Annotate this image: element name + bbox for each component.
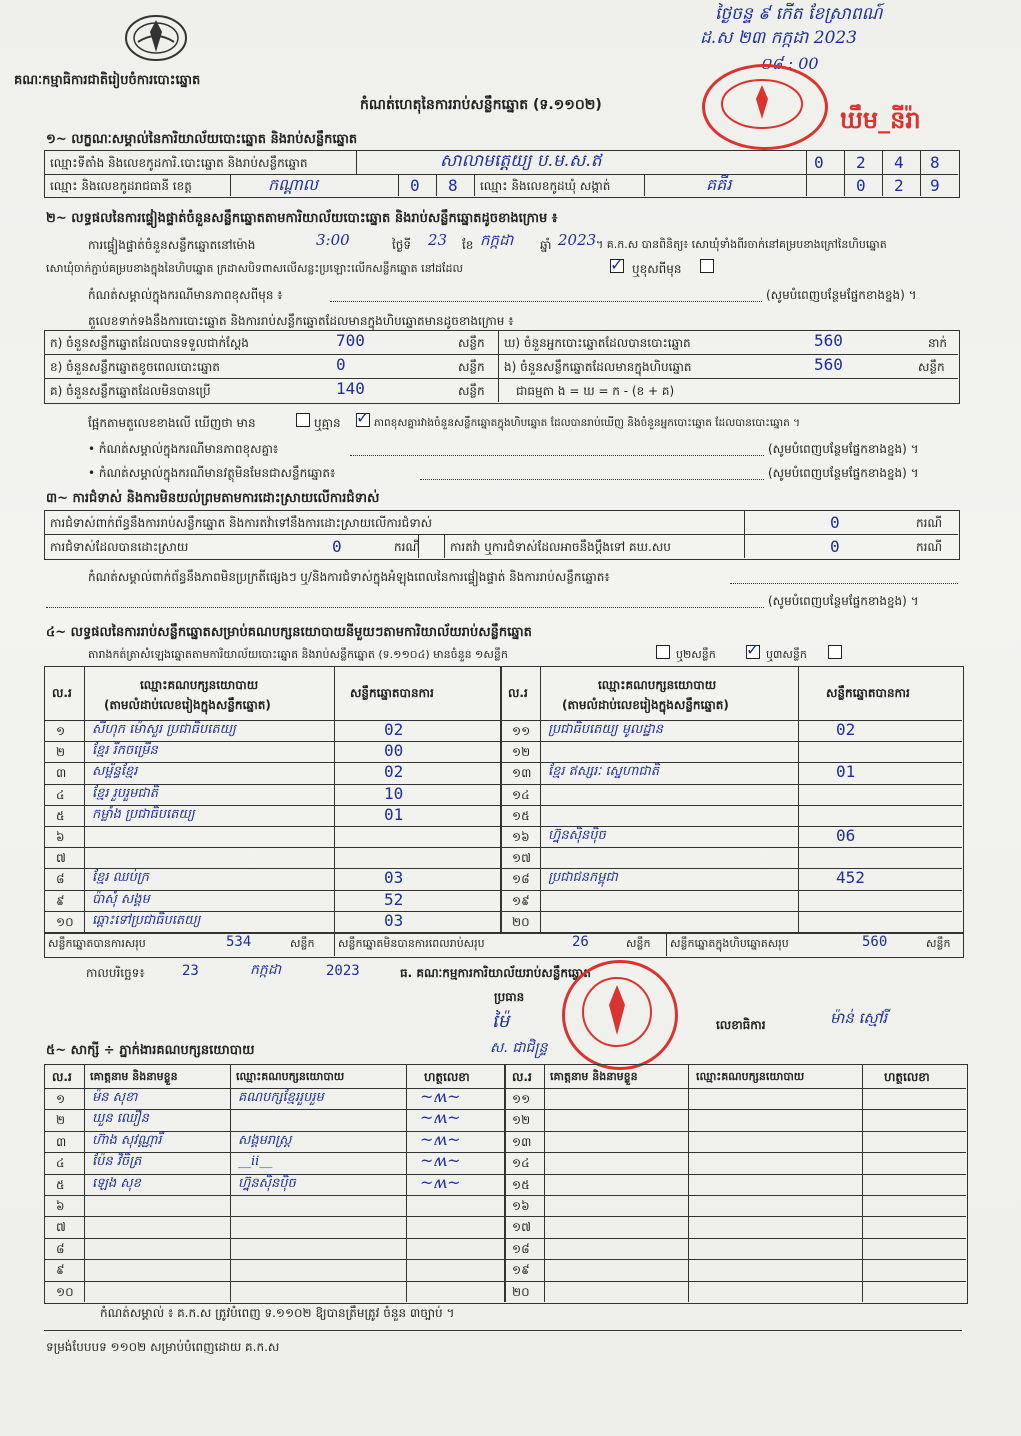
verify-day: 23 xyxy=(428,231,448,249)
witness-row-no-left: ៧ xyxy=(56,1220,66,1235)
secretary-label: លេខាធិការ xyxy=(716,1018,766,1032)
results-row-votes-right: 06 xyxy=(836,826,856,845)
voters-label: ឃ) ចំនួនអ្នកបោះឆ្នោតដែលបានបោះឆ្នោត xyxy=(504,336,691,350)
total-valid-label: សន្លឹកឆ្នោតបានការសរុប xyxy=(48,937,146,950)
results-row-votes-left: 02 xyxy=(384,720,404,739)
unused-label: គ) ចំនួនសន្លឹកឆ្នោតដែលមិនបានប្រើ xyxy=(50,384,211,398)
witness-row-name: ហ៊ាង សុវណ្ណារី xyxy=(92,1132,162,1148)
total-invalid-unit: សន្លឹក xyxy=(626,937,651,950)
witness-row-divider xyxy=(44,1195,966,1196)
witness-row-name: ឡេង សុខ xyxy=(92,1175,141,1191)
witness-row-no-right: ១៥ xyxy=(512,1177,530,1192)
two-sheets-tick-icon: ✓ xyxy=(746,640,760,659)
commune-code-1: 0 xyxy=(856,176,866,195)
three-sheets-label: ឬ៣សន្លឹក xyxy=(766,648,807,661)
total-invalid-value: 26 xyxy=(572,934,589,950)
no-discrepancy-tick-icon: ✓ xyxy=(356,408,370,427)
province-code-1: 0 xyxy=(410,176,420,195)
witness-row-no-left: ៤ xyxy=(56,1156,65,1171)
witness-col-sign-left: ហត្ថលេខា xyxy=(424,1070,470,1084)
has-discrepancy-checkbox[interactable] xyxy=(296,413,310,427)
discrepancy-text-a: ផ្អែកតាមតួលេខខាងលើ ឃើញថា មាន xyxy=(88,416,256,430)
spoiled-label: ខ) ចំនួនសន្លឹកឆ្នោតខូចពេលបោះឆ្នោត xyxy=(50,360,220,374)
figures-intro: តួលេខទាក់ទងនឹងការបោះឆ្នោត និងការរាប់សន្លឹកឆ្នោតដែលមានក្នុងហិបឆ្នោតមានដូចខាងក្រោម ៖ xyxy=(88,314,514,328)
resolved-label: ការជំទាស់ដែលបានដោះស្រាយ xyxy=(50,540,189,554)
location-code-2: 2 xyxy=(856,153,866,172)
objection-unit: ករណី xyxy=(916,516,943,530)
witness-col-no-left: ល.រ xyxy=(52,1070,72,1084)
results-row-votes-left: 00 xyxy=(384,741,404,761)
unchanged-tick-icon: ✓ xyxy=(610,255,624,274)
witness-col-party-right: ឈ្មោះគណបក្សនយោបាយ xyxy=(696,1070,805,1083)
results-row-no-left: ១ xyxy=(56,724,66,738)
commune-code-3: 9 xyxy=(930,176,940,195)
province-value: កណ្តាល xyxy=(268,175,318,194)
results-row-no-left: ៧ xyxy=(56,851,66,866)
witness-col-name-left: គោត្តនាម និងនាមខ្លួន xyxy=(90,1070,178,1083)
witness-signature: ~ʍ~ xyxy=(420,1087,461,1106)
results-row-party-left: កម្លាំង ប្រជាធិបតេយ្យ xyxy=(92,806,195,822)
witness-row-no-right: ១៤ xyxy=(512,1156,530,1171)
irregularity-note: កំណត់សម្គាល់ពាក់ព័ន្ធនឹងភាពមិនប្រក្រតីផ្សេងៗ ឬ/និងការជំទាស់ក្នុងអំឡុងពេលនៃការផ្ទៀងផ្ទាត់ និងការរាប់សន្លឹកឆ្នោត៖ xyxy=(88,570,610,584)
results-row-party-left: ខ្មែរ រីកចម្រើន xyxy=(92,743,158,759)
witness-row-no-left: ៩ xyxy=(56,1263,65,1278)
hw-date-line1: ថ្ងៃចន្ទ ៩ កើត ខែស្រាពណ៍ xyxy=(715,4,883,24)
results-row-party-right: ខ្មែរ ឥស្សរៈ ស្នេហាជាតិ xyxy=(548,764,660,780)
discrepancy-text-b: ឬគ្មាន xyxy=(314,416,341,430)
results-row-votes-left: 03 xyxy=(384,910,404,930)
verify-hour: 3:00 xyxy=(316,231,350,249)
formula: ជាធម្មតា ង = ឃ = ក - (ខ + គ) xyxy=(516,384,675,398)
chair-name: ស. ជាជិន្ទ្រ xyxy=(490,1040,548,1056)
results-row-party-left: ខ្មែរ រួបរួមជាតិ xyxy=(92,785,159,801)
witness-col-name-right: គោត្តនាម និងនាមខ្លួន xyxy=(550,1070,638,1083)
emblem-icon xyxy=(118,12,194,64)
bullet-diff: • កំណត់សម្គាល់ក្នុងករណីមានភាពខុសគ្នា៖ xyxy=(88,442,279,456)
two-sheets-label: ឬ២សន្លឹក xyxy=(676,648,716,661)
results-row-votes-right: 02 xyxy=(836,720,856,739)
location-code-1: 0 xyxy=(814,153,824,172)
results-row-party-left: សម្ព័ន្ធខ្មែរ xyxy=(92,764,138,780)
witness-row-no-left: ៥ xyxy=(56,1177,65,1192)
results-col-party-right-2: (តាមលំដាប់លេខរៀងក្នុងសន្លឹកឆ្នោត) xyxy=(562,698,729,712)
voters-value: 560 xyxy=(814,331,843,350)
made-on-label: កាលបរិច្ឆេទ៖ xyxy=(86,966,145,980)
official-stamp-top xyxy=(702,64,828,150)
results-row-votes-left: 52 xyxy=(384,889,404,909)
voters-unit: នាក់ xyxy=(928,336,948,350)
results-row-no-right: ១៩ xyxy=(512,893,530,908)
witness-col-party-left: ឈ្មោះគណបក្សនយោបាយ xyxy=(236,1070,345,1083)
witness-row-divider xyxy=(44,1174,966,1175)
results-row-no-left: ៣ xyxy=(56,766,67,781)
witness-row-divider xyxy=(44,1131,966,1132)
witness-row-no-right: ១៨ xyxy=(512,1241,530,1256)
objection-value: 0 xyxy=(830,513,840,532)
verify-text-a: ការផ្ទៀងផ្ទាត់ចំនួនសន្លឹកឆ្នោតនៅម៉ោង xyxy=(88,238,256,252)
witness-row-no-left: ៣ xyxy=(56,1134,67,1149)
results-col-party-left-2: (តាមលំដាប់លេខរៀងក្នុងសន្លឹកឆ្នោត) xyxy=(104,698,271,712)
one-sheet-checkbox[interactable] xyxy=(656,645,670,659)
results-col-votes-right: សន្លឹកឆ្នោតបានការ xyxy=(826,686,910,700)
verify-line2: សោឃុំចាក់ភ្ជាប់គម្របខាងក្នុងនៃហិបឆ្នោត ក្រដាសបិទពាសលើសន្លះប្រឡោះលើកសន្លឹកឆ្នោត នៅដដែល xyxy=(46,262,463,275)
witness-row-party: ហ្វ៊ុនស៊ិនប៉ិច xyxy=(238,1175,296,1191)
witness-signature: ~ʍ~ xyxy=(420,1151,461,1171)
received-unit: សន្លឹក xyxy=(458,336,485,350)
inbox-unit: សន្លឹក xyxy=(918,360,945,374)
results-row-votes-left: 10 xyxy=(384,783,404,803)
section5-title: ៥~ សាក្សី ÷ ភ្នាក់ងារគណបក្សនយោបាយ xyxy=(46,1043,255,1058)
witness-row-divider xyxy=(44,1152,966,1153)
hw-time: ០៨ : 00 xyxy=(760,54,819,73)
spoiled-value: 0 xyxy=(336,355,346,374)
official-stamp-bottom xyxy=(562,960,678,1070)
witness-row-divider xyxy=(44,1216,966,1217)
chair-signature: ម៉ៃ xyxy=(492,1011,510,1032)
results-row-no-right: ១២ xyxy=(512,745,531,760)
results-row-divider xyxy=(44,911,962,912)
results-row-votes-right: 452 xyxy=(836,868,865,888)
changed-checkbox[interactable] xyxy=(700,259,714,273)
fill-note-2: (សូមបំពេញបន្ថែមផ្នែកខាងខ្នង) ។ xyxy=(768,442,919,456)
verify-text-d: ឆ្នាំ xyxy=(540,238,552,252)
witness-row-divider xyxy=(44,1109,966,1110)
section1-title: ១~ លក្ខណៈសម្គាល់នៃការិយាល័យបោះឆ្នោត និងរាប់សន្លឹកឆ្នោត xyxy=(46,132,358,147)
witness-row-no-right: ១៦ xyxy=(512,1199,530,1213)
results-row-no-left: ៥ xyxy=(56,808,65,823)
received-value: 700 xyxy=(336,331,365,350)
witness-signature: ~ʍ~ xyxy=(420,1129,461,1149)
location-code-3: 4 xyxy=(894,153,904,172)
made-month: កក្កដា xyxy=(250,962,282,978)
totals-row xyxy=(44,932,964,958)
witness-row-no-right: ១៣ xyxy=(512,1134,532,1149)
witness-row-name: ឃួន ឈឿន xyxy=(92,1111,149,1127)
form-footer: ទម្រង់បែបបទ ១១០២ សម្រាប់បំពេញដោយ គ.ក.ស xyxy=(46,1340,280,1354)
results-row-no-right: ១៦ xyxy=(512,830,530,844)
fill-note-4: (សូមបំពេញបន្ថែមផ្នែកខាងខ្នង) ។ xyxy=(768,594,919,608)
objection-label: ការជំទាស់ពាក់ព័ន្ធនឹងការរាប់សន្លឹកឆ្នោត និងការតវ៉ាទៅនឹងការដោះស្រាយលើការជំទាស់ xyxy=(50,516,433,530)
witness-row-no-left: ៦ xyxy=(56,1199,65,1213)
unused-unit: សន្លឹក xyxy=(458,384,485,398)
results-row-divider xyxy=(44,847,962,848)
results-row-no-right: ១៧ xyxy=(512,851,531,866)
tally-intro: តារាងកត់ត្រាសំឡេងឆ្នោតតាមការិយាល័យបោះឆ្នោត និងរាប់សន្លឹកឆ្នោត (ទ.១១០៤) មានចំនួន ១សន្លឹក xyxy=(88,648,508,661)
witness-row-name: ប៉ែន វិចិត្រ xyxy=(92,1154,142,1170)
inbox-value: 560 xyxy=(814,355,843,374)
verify-year: 2023 xyxy=(558,231,597,249)
results-row-no-right: ១៤ xyxy=(512,787,530,802)
witness-row-party: សង្គមរាស្ត្រ xyxy=(238,1132,292,1148)
form-title: កំណត់ហេតុនៃការរាប់សន្លឹកឆ្នោត (ទ.១១០២) xyxy=(360,97,602,113)
commune-value: គគីរ xyxy=(706,175,732,194)
verify-text-c: ខែ xyxy=(462,238,474,252)
province-code-2: 8 xyxy=(448,176,458,195)
section4-title: ៤~ លទ្ធផលនៃការរាប់សន្លឹកឆ្នោតសម្រាប់គណបក្សនយោបាយនីមួយៗតាមការិយាល័យរាប់សន្លឹកឆ្នោត xyxy=(46,625,532,640)
fill-note-1: (សូមបំពេញបន្ថែមផ្នែកខាងខ្នង) ។ xyxy=(766,288,917,302)
verify-month: កក្កដា xyxy=(480,231,514,249)
spoiled-unit: សន្លឹក xyxy=(458,360,485,374)
fill-note-3: (សូមបំពេញបន្ថែមផ្នែកខាងខ្នង) ។ xyxy=(768,466,919,480)
results-row-no-right: ១៣ xyxy=(512,766,532,781)
chair-label: ប្រធាន xyxy=(494,990,525,1004)
total-invalid-label: សន្លឹកឆ្នោតមិនបានការពេលរាប់សរុប xyxy=(338,937,485,950)
total-box-value: 560 xyxy=(862,934,888,950)
location-code-4: 8 xyxy=(930,153,940,172)
results-row-party-right: ប្រជាធិបតេយ្យ មូលដ្ឋាន xyxy=(548,722,664,737)
witness-row-name: ម៉ន សុខា xyxy=(92,1090,138,1105)
results-row-party-left: ប៉ាសុំ សង្គម xyxy=(92,891,150,907)
resolved-value: 0 xyxy=(332,537,342,556)
secretary-name: ម៉ាន់ ស្មៅរី xyxy=(830,1009,888,1027)
results-row-no-left: ៨ xyxy=(56,872,65,887)
witness-row-no-left: ៨ xyxy=(56,1241,65,1256)
made-year: 2023 xyxy=(326,963,360,979)
unused-value: 140 xyxy=(336,379,365,398)
witness-row-no-left: ១០ xyxy=(56,1284,74,1299)
resolved-unit: ករណី xyxy=(394,540,421,554)
received-label: ក) ចំនួនសន្លឹកឆ្នោតដែលបានទទួលជាក់ស្តែង xyxy=(50,336,249,350)
results-row-no-right: ១៥ xyxy=(512,808,530,823)
verify-text-e: ។ គ.ក.ស បានពិនិត្យ៖ សោឃុំទាំងពីរចាក់នៅគម្របខាងក្រៅនៃហិបឆ្នោត xyxy=(596,238,887,251)
witness-row-divider xyxy=(44,1238,966,1239)
committee-label: ធ. គណៈកម្មការការិយាល័យរាប់សន្លឹកឆ្នោត xyxy=(400,966,591,980)
location-label: ឈ្មោះទីតាំង និងលេខកូដការិ.បោះឆ្នោត និងរាប់សន្លឹកឆ្នោត xyxy=(50,156,308,170)
results-col-no-right: ល.រ xyxy=(508,686,528,700)
witness-signature: ~ʍ~ xyxy=(420,1172,461,1192)
witness-note: កំណត់សម្គាល់ ៖ គ.ក.ស ត្រូវបំពេញ ទ.១១០២ ឱ្យបានត្រឹមត្រូវ ចំនួន ៣ច្បាប់ ។ xyxy=(100,1306,455,1320)
results-col-votes-left: សន្លឹកឆ្នោតបានការ xyxy=(350,686,434,700)
witness-row-no-right: ១៩ xyxy=(512,1263,530,1278)
results-row-no-right: ២០ xyxy=(512,914,530,929)
witness-row-no-right: ២០ xyxy=(512,1284,530,1299)
results-row-no-right: ១១ xyxy=(512,724,531,738)
diff-note-label: កំណត់សម្គាល់ក្នុងករណីមានភាពខុសពីមុន ៖ xyxy=(88,288,283,302)
witness-row-party: __ii__ xyxy=(238,1154,273,1170)
changed-option-label: ឬខុសពីមុន xyxy=(632,262,682,276)
witness-signature: ~ʍ~ xyxy=(420,1108,461,1128)
witness-row-no-right: ១៧ xyxy=(512,1220,531,1235)
results-row-party-right: ប្រជាជនកម្ពុជា xyxy=(548,870,618,886)
results-row-votes-left: 02 xyxy=(384,762,404,782)
hw-officer-name: ឃឹម_នីរ៉ា xyxy=(840,105,921,134)
total-valid-unit: សន្លឹក xyxy=(290,937,315,950)
commune-code-2: 2 xyxy=(894,176,904,195)
results-row-divider xyxy=(44,741,962,742)
section3-title: ៣~ ការជំទាស់ និងការមិនយល់ព្រមតាមការដោះស្រាយលើការជំទាស់ xyxy=(46,491,380,506)
bullet-objects: • កំណត់សម្គាល់ក្នុងករណីមានវត្ថុមិនមែនជាសន្លឹកឆ្នោត៖ xyxy=(88,466,336,480)
discrepancy-text-c: ភាពខុសគ្នារវាងចំនួនសន្លឹកឆ្នោតក្នុងហិបឆ្នោត ដែលបានរាប់ឃើញ និងចំនួនអ្នកបោះឆ្នោត ដែលបានបោះឆ្នោត ។ xyxy=(374,417,801,429)
results-col-no-left: ល.រ xyxy=(52,686,72,700)
results-row-party-left: សីហុក ម៉ោសួរ ប្រជាធិបតេយ្យ xyxy=(92,722,236,737)
results-col-party-right-1: ឈ្មោះគណបក្សនយោបាយ xyxy=(598,678,717,692)
results-row-party-right: ហ្វ៊ុនស៊ិនប៉ិច xyxy=(548,828,606,843)
results-row-party-left: ឆ្ពោះទៅប្រជាធិបតេយ្យ xyxy=(92,912,201,928)
results-row-party-left: ខ្មែរ ឈប់ក្រ xyxy=(92,870,149,886)
results-row-divider xyxy=(44,805,962,806)
results-row-no-left: ៦ xyxy=(56,830,65,844)
hw-date-line2: ដ.ស ២៣ កក្កដា 2023 xyxy=(700,28,858,48)
location-value: សាលាមត្តេយ្យ ប.ម.ស.ឥ xyxy=(440,151,602,171)
results-row-divider xyxy=(44,826,962,827)
appeal-unit: ករណី xyxy=(916,540,943,554)
results-row-no-left: ១០ xyxy=(56,914,74,929)
witness-row-no-left: ១ xyxy=(56,1092,66,1106)
verify-text-b: ថ្ងៃទី xyxy=(392,238,412,252)
province-label: ឈ្មោះ និងលេខកូដរាជធានី ខេត្ត xyxy=(50,179,192,193)
witness-row-divider xyxy=(44,1088,966,1089)
results-col-party-left-1: ឈ្មោះគណបក្សនយោបាយ xyxy=(140,678,259,692)
results-row-votes-right: 01 xyxy=(836,762,856,782)
results-row-no-left: ៩ xyxy=(56,893,65,908)
witness-row-party: គណបក្សខ្មែររួបរួម xyxy=(238,1090,324,1105)
witness-row-no-right: ១១ xyxy=(512,1092,531,1106)
inbox-label: ង) ចំនួនសន្លឹកឆ្នោតដែលមានក្នុងហិបឆ្នោត xyxy=(504,360,692,374)
three-sheets-checkbox[interactable] xyxy=(828,645,842,659)
results-row-divider xyxy=(44,890,962,891)
total-box-unit: សន្លឹក xyxy=(926,937,951,950)
results-row-votes-left: 01 xyxy=(384,804,404,824)
section2-title: ២~ លទ្ធផលនៃការផ្ទៀងផ្ទាត់ចំនួនសន្លឹកឆ្នោតតាមការិយាល័យបោះឆ្នោត និងរាប់សន្លឹកឆ្នោតដូចខាងក្រោម ៖ xyxy=(46,211,558,226)
results-row-votes-left: 03 xyxy=(384,868,404,888)
witness-table xyxy=(44,1064,968,1304)
results-row-divider xyxy=(44,784,962,785)
results-row-no-left: ២ xyxy=(56,745,66,760)
witness-row-no-left: ២ xyxy=(56,1113,66,1128)
witness-col-sign-right: ហត្ថលេខា xyxy=(884,1070,930,1084)
appeal-label: ការតវ៉ា ឬការជំទាស់ដែលអាចនឹងប្តឹងទៅ គឃ.សប xyxy=(450,540,671,554)
appeal-value: 0 xyxy=(830,537,840,556)
results-row-divider xyxy=(44,762,962,763)
total-valid-value: 534 xyxy=(226,934,252,950)
results-row-no-left: ៤ xyxy=(56,787,65,802)
witness-row-no-right: ១២ xyxy=(512,1113,531,1128)
witness-row-divider xyxy=(44,1281,966,1282)
commission-name: គណៈកម្មាធិការជាតិរៀបចំការបោះឆ្នោត xyxy=(14,73,201,88)
made-day: 23 xyxy=(182,963,199,979)
results-row-no-right: ១៨ xyxy=(512,872,530,887)
witness-col-no-right: ល.រ xyxy=(512,1070,532,1084)
witness-row-divider xyxy=(44,1259,966,1260)
commune-label: ឈ្មោះ និងលេខកូដឃុំ សង្កាត់ xyxy=(480,179,611,193)
results-row-divider xyxy=(44,868,962,869)
total-box-label: សន្លឹកឆ្នោតក្នុងហិបឆ្នោតសរុប xyxy=(670,937,789,950)
